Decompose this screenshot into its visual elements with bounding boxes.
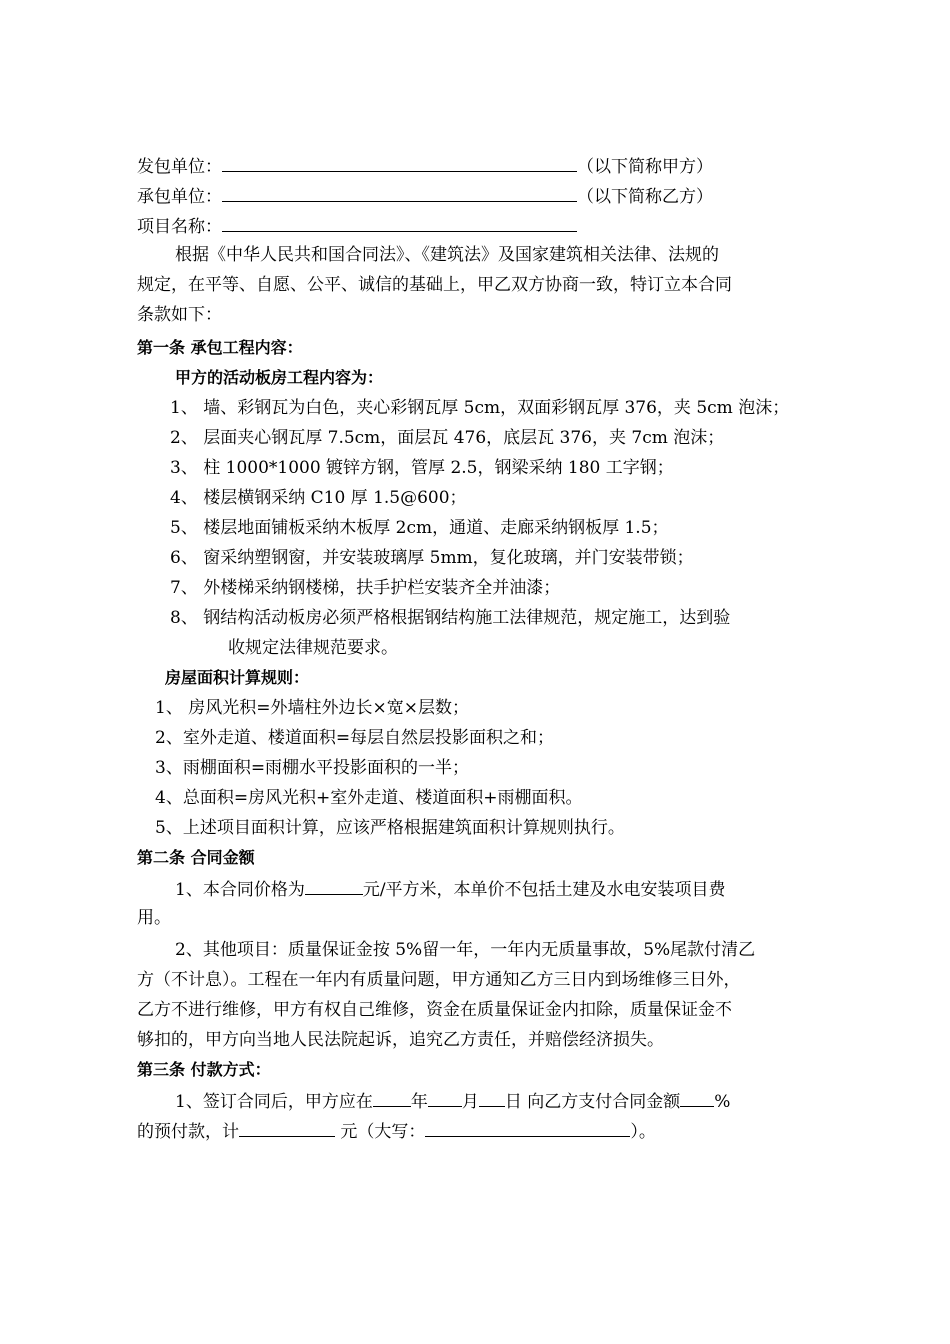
work-item: 7、 外楼梯采纳钢楼梯，扶手护栏安装齐全并油漆； (170, 578, 561, 598)
contractor-line (137, 185, 713, 207)
price-blank[interactable] (305, 878, 363, 895)
area-rule: 3、雨棚面积=雨棚水平投影面积的一半； (155, 758, 470, 778)
contractor-label: 承包单位： (137, 187, 222, 207)
amount-caps-blank[interactable] (425, 1120, 630, 1137)
project-label: 项目名称： (137, 217, 222, 237)
issuer-note: （以下简称甲方） (577, 157, 713, 177)
work-item: 1、 墙、彩钢瓦为白色，夹心彩钢瓦厚 5cm，双面彩钢瓦厚 376，夹 5cm 泡沫； (170, 398, 790, 418)
work-item-continuation: 收规定法律规范要求。 (228, 638, 398, 658)
amount-caps-close: ）。 (630, 1122, 656, 1142)
article1-title: 第一条 承包工程内容： (137, 338, 303, 357)
issuer-line (137, 155, 713, 177)
area-rule: 4、总面积=房风光积+室外走道、楼道面积+雨棚面积。 (155, 788, 583, 808)
area-rule: 2、室外走道、楼道面积=每层自然层投影面积之和； (155, 728, 555, 748)
year-blank[interactable] (373, 1090, 411, 1107)
work-item: 5、 楼层地面铺板采纳木板厚 2cm，通道、走廊采纳钢板厚 1.5； (170, 518, 669, 538)
price-line (175, 878, 726, 900)
issuer-label: 发包单位： (137, 157, 222, 177)
work-item: 3、 柱 1000*1000 镀锌方钢，管厚 2.5，钢梁采纳 180 工字钢； (170, 458, 674, 478)
work-item: 2、 层面夹心钢瓦厚 7.5cm，面层瓦 476，底层瓦 376，夹 7cm 泡沫； (170, 428, 725, 448)
contractor-note: （以下简称乙方） (577, 187, 713, 207)
other-items-line: 乙方不进行维修，甲方有权自己维修，资金在质量保证金内扣除，质量保证金不 (137, 1000, 732, 1020)
preamble-line: 规定，在平等、自愿、公平、诚信的基础上，甲乙双方协商一致，特订立本合同 (137, 275, 732, 295)
article3-title: 第三条 付款方式： (137, 1060, 271, 1079)
area-rules-title: 房屋面积计算规则： (165, 668, 310, 687)
price-label: 1、本合同价格为 (175, 880, 305, 900)
payment-line (175, 1090, 730, 1112)
payment-line-cont (137, 1120, 656, 1142)
month-blank[interactable] (428, 1090, 462, 1107)
prepay-label: 的预付款，计 (137, 1122, 239, 1142)
project-blank[interactable] (222, 215, 577, 232)
work-item: 6、 窗采纳塑钢窗，并安装玻璃厚 5mm，复化玻璃，并门安装带锁； (170, 548, 694, 568)
other-items-line: 2、其他项目：质量保证金按 5%留一年，一年内无质量事故，5%尾款付清乙 (175, 940, 756, 960)
other-items-line: 够扣的，甲方向当地人民法院起诉，追究乙方责任，并赔偿经济损失。 (137, 1030, 664, 1050)
day-label: 日 向乙方支付合同金额 (504, 1092, 681, 1112)
preamble-line: 条款如下： (137, 305, 222, 325)
work-item: 8、 钢结构活动板房必须严格根据钢结构施工法律规范，规定施工，达到验 (170, 608, 731, 628)
area-rule: 1、 房风光积=外墙柱外边长×宽×层数； (155, 698, 469, 718)
contractor-blank[interactable] (222, 185, 577, 202)
area-rule: 5、上述项目面积计算，应该严格根据建筑面积计算规则执行。 (155, 818, 625, 838)
price-line-cont: 用。 (137, 908, 171, 928)
percent-blank[interactable] (680, 1090, 714, 1107)
price-note: 元/平方米，本单价不包括土建及水电安装项目费 (362, 880, 726, 900)
work-item: 4、 楼层横钢采纳 C10 厚 1.5@600； (170, 488, 467, 508)
issuer-blank[interactable] (222, 155, 577, 172)
preamble-line: 根据《中华人民共和国合同法》、《建筑法》及国家建筑相关法律、法规的 (175, 245, 719, 265)
article1-subtitle: 甲方的活动板房工程内容为： (175, 368, 384, 387)
project-line (137, 215, 577, 237)
day-blank[interactable] (479, 1090, 505, 1107)
percent-label: % (714, 1092, 731, 1112)
article2-title: 第二条 合同金额 (137, 848, 255, 867)
other-items-line: 方（不计息）。工程在一年内有质量问题，甲方通知乙方三日内到场维修三日外， (137, 970, 741, 990)
year-label: 年 (410, 1092, 428, 1112)
amount-blank[interactable] (239, 1120, 335, 1137)
amount-caps-label: 元（大写： (335, 1122, 426, 1142)
payment-label: 1、签订合同后，甲方应在 (175, 1092, 373, 1112)
month-label: 月 (461, 1092, 479, 1112)
